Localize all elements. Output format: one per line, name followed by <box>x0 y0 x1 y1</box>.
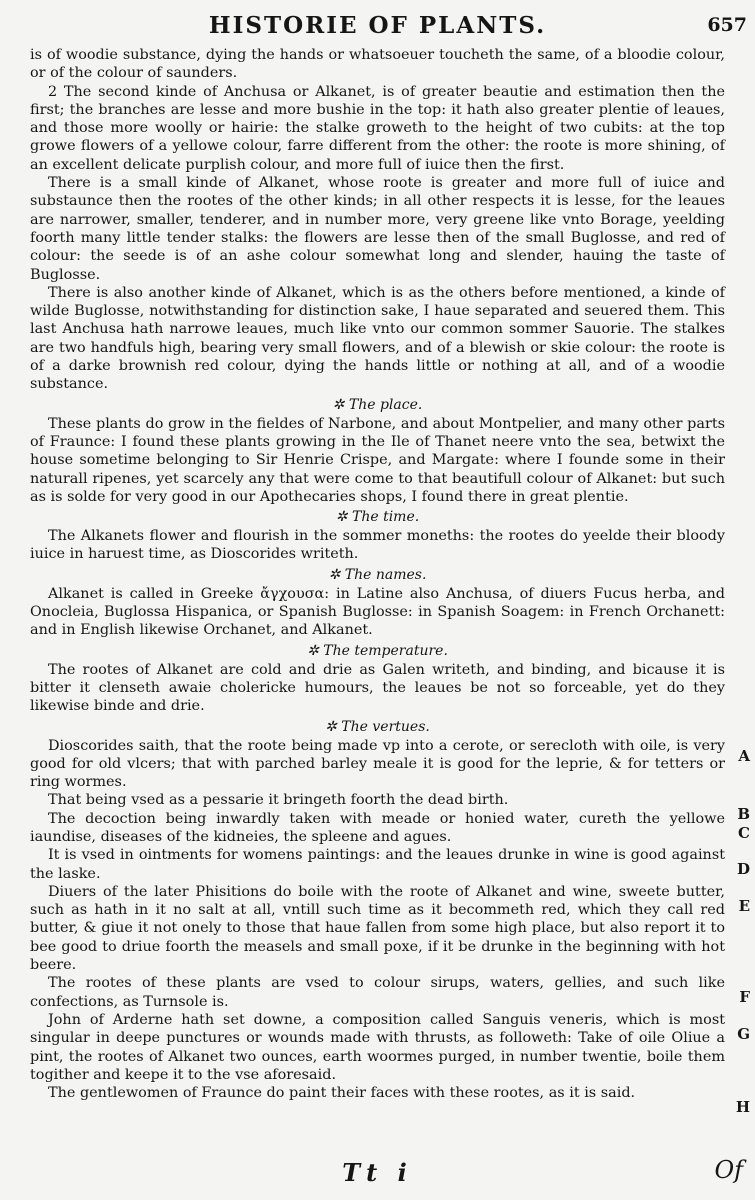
body-text <box>30 46 750 1117</box>
vertue-item <box>30 846 750 883</box>
names-text: Alkanet is called in Greeke ἄγχουσα: in Latine also Anchusa, of diuers Fucus herba, and Onocleia, Buglossa Hispanica, or Spanish Buglosse: in Spanish Soagem: in French Orchanett: and in English likewise Orchanet, and Alkanet. <box>30 585 725 639</box>
margin-letter: B <box>737 805 750 824</box>
vertue-text: It is vsed in ointments for womens paintings: and the leaues drunke in wine is good against the laske. <box>30 847 725 882</box>
page-number: 657 <box>707 14 747 36</box>
catchword: Of <box>714 1156 743 1184</box>
section-heading-names: ✲ The names. <box>328 566 427 583</box>
time-text: The Alkanets flower and flourish in the sommer moneths: the rootes do yeelde their bloody iuice in haruest time, as Dioscorides writeth. <box>30 528 725 563</box>
paragraph-another-kind: There is also another kinde of Alkanet, which is as the others before mentioned, a kinde of wilde Buglosse, notwithstanding for distinction sake, I haue separated and seuered them. This last Anchusa hath narrowe leaues, much like vnto our common sommer Sauorie. The stalkes are two handfuls high, bearing very small flowers, and of a blewish or skie colour: the roote is of a darke brownish red colour, dying the hands little or nothing at all, and of a woodie substance. <box>30 284 725 393</box>
margin-letter: A <box>738 746 750 765</box>
vertue-text: Dioscorides saith, that the roote being made vp into a cerote, or serecloth with oile, is very good for old vlcers; that with parched barley meale it is good for the leprie, & for tetters or ring wormes. <box>30 737 725 791</box>
section-heading-vertues: ✲ The vertues. <box>325 718 430 735</box>
vertue-text: The decoction being inwardly taken with meade or honied water, cureth the yellowe iaundise, diseases of the kidneies, the spleene and agues. <box>30 810 725 845</box>
section-heading-time: ✲ The time. <box>335 509 420 526</box>
margin-letter: G <box>737 1024 750 1043</box>
continuation-paragraph: is of woodie substance, dying the hands or whatsoeuer toucheth the same, of a bloodie colour, or of the colour of saunders. <box>30 47 725 82</box>
vertue-item <box>30 1084 750 1117</box>
vertue-text: John of Arderne hath set downe, a composition called Sanguis veneris, which is most singular in deepe punctures or wounds made with thrusts, as followeth: Take of oile Oliue a pint, the rootes of Alkanet two ounces, earth woormes purged, in number twentie, boile them togither and keepe it to the vse aforesaid. <box>30 1011 725 1083</box>
paragraph-small-kind: There is a small kinde of Alkanet, whose roote is greater and more full of iuice and substaunce then the rootes of the other kinds; in all other respects it is lesse, for the leaues are narrower, smaller, tenderer, and in number more, very greene like vnto Borage, yeelding foorth many little tender stalks: the flowers are lesse then of the small Buglosse, and red of colour: the seede is of an ashe colour somewhat long and slender, hauing the taste of Buglosse. <box>30 175 725 283</box>
running-head <box>0 8 755 44</box>
margin-letter: C <box>738 823 750 842</box>
section-heading-place: ✲ The place. <box>332 396 423 413</box>
temperature-text: The rootes of Alkanet are cold and drie as Galen writeth, and binding, and bicause it is bitter it clenseth awaie cholericke humours, the leaues be not so forceable, yet do they likewise binde and drie. <box>30 661 725 715</box>
signature-mark: Tt i <box>342 1158 413 1187</box>
margin-letter: E <box>738 896 750 915</box>
margin-letter: H <box>735 1098 750 1117</box>
vertue-item <box>30 1011 750 1084</box>
vertue-item <box>30 883 750 974</box>
margin-letter: F <box>739 988 750 1007</box>
vertue-item <box>30 810 750 847</box>
running-title: HISTORIE OF PLANTS. <box>208 12 547 39</box>
margin-letter: D <box>736 860 750 879</box>
vertue-item <box>30 791 750 824</box>
place-text: These plants do grow in the fieldes of Narbone, and about Montpelier, and many other parts of Fraunce: I found these plants growing in the Ile of Thanet neere vnto the sea, betwixt the house sometime belonging to Sir Henrie Crispe, and Margate: where I founde some in their naturall ripenes, yet scarcely any that were come to that beautifull colour of Alkanet: but such as is solde for very good in our Apothecaries shops, I found there in great plentie. <box>30 415 725 505</box>
paragraph-second-kind: 2 The second kinde of Anchusa or Alkanet, is of greater beautie and estimation then the first; the branches are lesse and more bushie in the top: it hath also greater plentie of leaues, and those more woolly or hairie: the stalke groweth to the height of two cubits: at the top growe flowers of a yellowe colour, farre different from the other: the roote is more shining, of an excellent delicate purplish colour, and more full of iuice then the first. <box>30 83 725 173</box>
vertue-item <box>30 737 750 792</box>
vertue-text: The gentlewomen of Fraunce do paint their faces with these rootes, as it is said. <box>48 1085 636 1102</box>
vertue-text: Diuers of the later Phisitions do boile with the roote of Alkanet and wine, sweete butter, such as hath in it no salt at all, vntill such time as it becommeth red, which they call red butter, & giue it not onely to those that haue fallen from some high place, but also report it to bee good to driue foorth the measels and small poxe, if it be drunke in the beginning with hot beere. <box>30 883 725 974</box>
vertue-item <box>30 974 750 1011</box>
section-heading-temperature: ✲ The temperature. <box>307 642 448 659</box>
vertue-text: That being vsed as a pessarie it bringeth foorth the dead birth. <box>48 792 509 809</box>
vertue-text: The rootes of these plants are vsed to colour sirups, waters, gellies, and such like confections, as Turnsole is. <box>30 975 725 1010</box>
